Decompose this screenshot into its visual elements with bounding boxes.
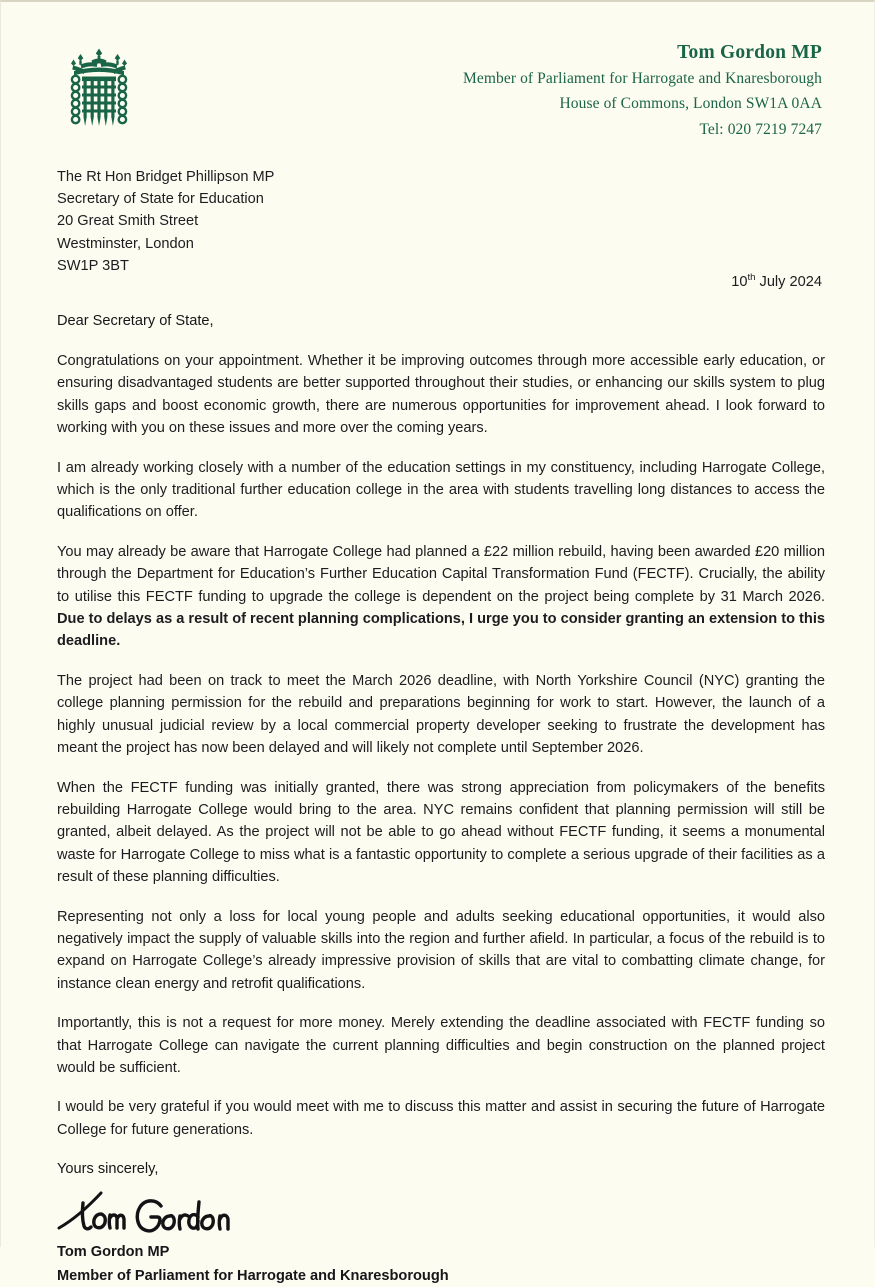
recipient-line-2: Secretary of State for Education [57,191,264,208]
letter-paragraph [57,670,825,760]
paragraph-text: Representing not only a loss for local young people and adults seeking educational opportunities, it would also negatively impact the supply of valuable skills into the region and further afield. In particular, a focus of the rebuild is to expand on Harrogate College’s already impressive provision of skills that are vital to combatting climate change, for instance clean energy and retrofit qualifications. [57,908,825,992]
signer-name: Tom Gordon MP [57,1244,170,1261]
letter-paragraph [57,350,825,440]
letterhead-contact-block [463,40,822,142]
salutation: Dear Secretary of State, [57,313,214,329]
letter-paragraph [57,906,825,996]
recipient-line-4: Westminster, London [57,235,194,252]
date-day: 10 [731,274,748,290]
letterhead-name: Tom Gordon MP [677,42,822,63]
letterhead [57,40,822,152]
date-month-year: July 2024 [755,274,822,290]
paragraph-text: When the FECTF funding was initially granted, there was strong appreciation from policymakers of the benefits rebuilding Harrogate College would bring to the area. NYC remains confident that planning permission will still be granted, albeit delayed. As the project will not be able to go ahead without FECTF funding, it seems a monumental waste for Harrogate College to miss what is a fantastic opportunity to complete a serious upgrade of their facilities as a result of these planning difficulties. [57,779,825,886]
letterhead-address: House of Commons, London SW1A 0AA [559,95,822,113]
paragraph-text: The project had been on track to meet the March 2026 deadline, with North Yorkshire Council (NYC) granting the college planning permission for the rebuild and preparations beginning for work to start. However, the launch of a highly unusual judicial review by a local commercial property developer seeking to frustrate the development has meant the project has now been delayed and will likely not complete until September 2026. [57,672,825,757]
letter-body [57,310,825,1287]
letter-date [731,274,822,290]
recipient-line-3: 20 Great Smith Street [57,213,199,230]
letter-paragraph [57,777,825,889]
date-ordinal: th [747,272,756,284]
closing: Yours sincerely, [57,1161,159,1178]
paragraph-emphasis: Due to delays as a result of recent planning complications, I urge you to consider granting an extension to this deadline. [57,611,825,650]
recipient-line-1: The Rt Hon Bridget Phillipson MP [57,169,275,185]
paragraph-text: Importantly, this is not a request for more money. Merely extending the deadline associated with FECTF funding so that Harrogate College can navigate the current planning difficulties and begin construction on the planned project would be sufficient. [57,1015,825,1076]
letter-paragraph [57,457,825,524]
handwritten-signature-icon [57,1186,825,1240]
paragraph-text: Congratulations on your appointment. Whether it be improving outcomes through more accessible early education, or ensuring disadvantaged students are better supported throughout their studies, or enhancing our skills system to plug skills gaps and boost economic growth, there are numerous opportunities for improvement ahead. I look forward to working with you on these issues and more over the coming years. [57,353,825,437]
signer-title: Member of Parliament for Harrogate and Knaresborough [57,1267,449,1284]
paragraph-list [57,350,825,1141]
letter-paragraph [57,541,825,653]
letter-paragraph [57,1012,825,1079]
recipient-line-5: SW1P 3BT [57,257,129,274]
paragraph-text: I would be very grateful if you would meet with me to discuss this matter and assist in securing the future of Harrogate College for future generations. [57,1099,825,1138]
letterhead-role: Member of Parliament for Harrogate and Knaresborough [463,70,822,88]
crowned-portcullis-icon [61,44,137,136]
recipient-address [57,166,274,277]
paragraph-text: I am already working closely with a number of the education settings in my constituency, including Harrogate College, which is the only traditional further education college in the area with students travelling long distances to access the qualifications on offer. [57,459,825,521]
letter-paragraph [57,1096,825,1141]
letterhead-phone: Tel: 020 7219 7247 [699,120,822,138]
paragraph-text: You may already be aware that Harrogate College had planned a £22 million rebuild, having been awarded £20 million through the Department for Education’s Further Education Capital Transformation Fund (FECTF). Crucially, the ability to utilise this FECTF funding to upgrade the college is dependent on the project being complete by 31 March 2026. [57,543,825,605]
